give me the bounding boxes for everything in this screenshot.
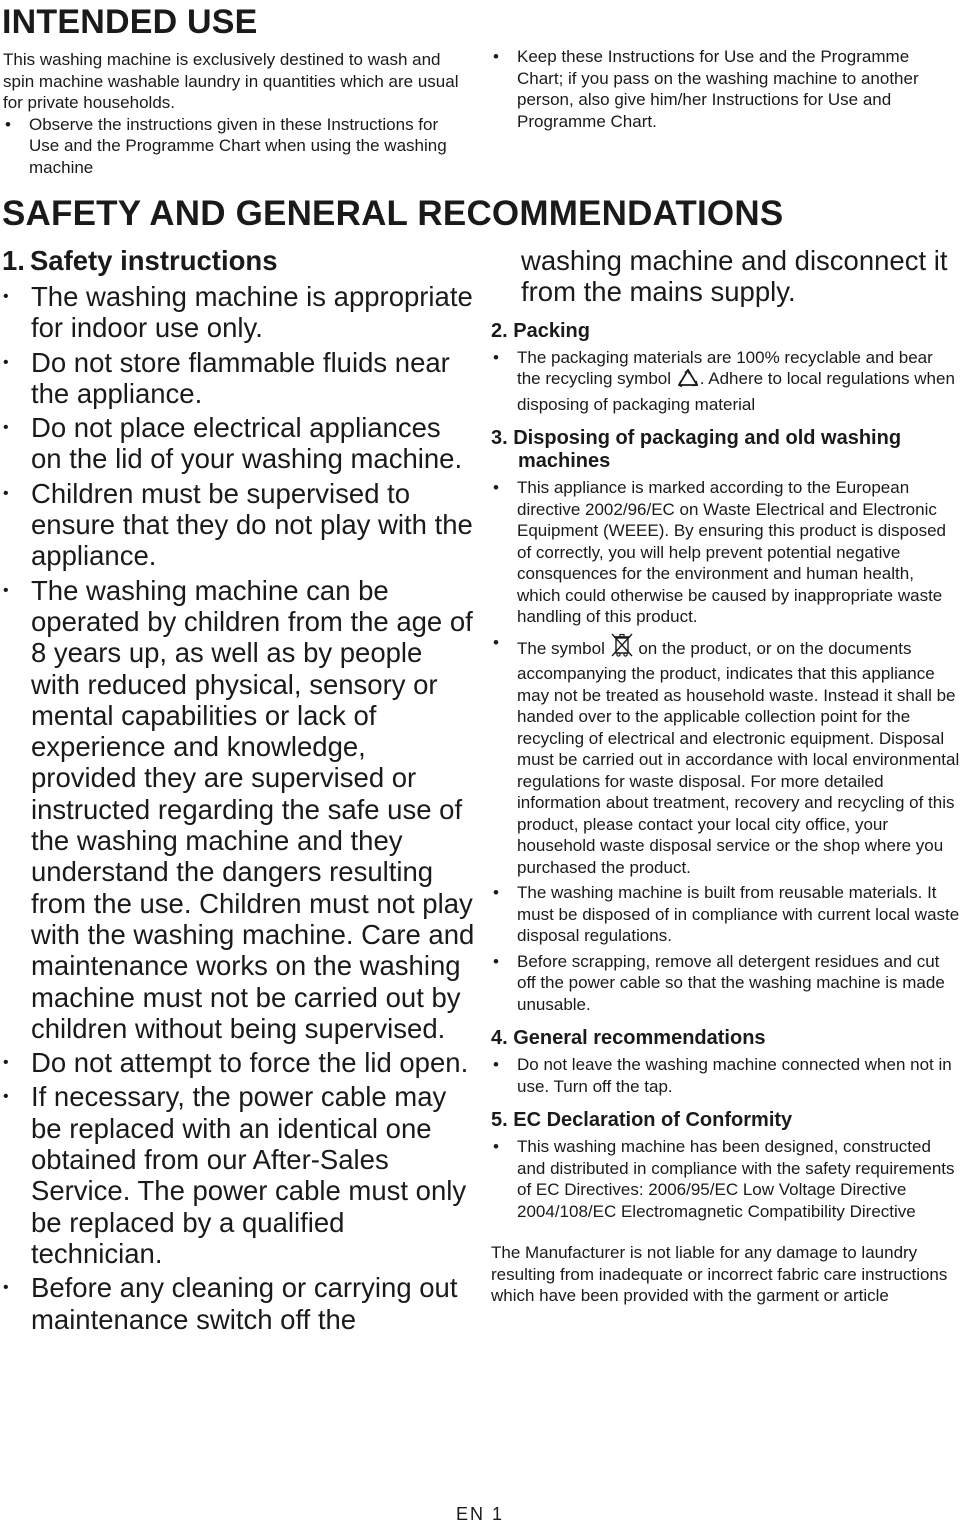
list-item-text: Do not attempt to force the lid open. bbox=[31, 1047, 469, 1079]
list-item-text: The washing machine can be operated by children from the age of 8 years up, as well as by people with reduced physical, sensory or mental capabilities or lack of experience and knowledge, provided they are supervised or instructed regarding the safe use of the washing machine and they understand the dangers resulting from the use. Children must not play with the washing machine. Care and maintenance works on the washing machine must not be carried out by children without being supervised. bbox=[31, 574, 475, 1044]
intended-use-bullet-text: Keep these Instructions for Use and the Programme Chart; if you pass on the washing machine to another person, also give him/her Instructions for Use and Programme Chart. bbox=[517, 47, 919, 131]
safety-instructions-column bbox=[2, 245, 476, 1335]
list-item-text: The symbol bbox=[517, 638, 605, 658]
intended-use-right-column bbox=[491, 46, 926, 132]
section-heading-disposing: 3. Disposing of packaging and old washing machines bbox=[491, 427, 902, 473]
list-item bbox=[2, 1047, 476, 1078]
recycling-symbol-icon bbox=[676, 368, 700, 394]
intended-use-bullet-text: Observe the instructions given in these Instructions for Use and the Programme Chart when using the washing machine bbox=[29, 114, 447, 177]
safety-title: SAFETY AND GENERAL RECOMMENDATIONS bbox=[2, 194, 784, 233]
list-item-text: Before any cleaning or carrying out maintenance switch off the bbox=[31, 1272, 458, 1335]
recommendations-column bbox=[491, 245, 960, 1307]
list-item-text: Do not store flammable fluids near the appliance. bbox=[31, 346, 450, 409]
section-heading-text: Safety instructions bbox=[29, 245, 278, 276]
crossed-out-wheelie-bin-icon bbox=[610, 632, 634, 664]
intended-use-title: INTENDED USE bbox=[2, 3, 258, 41]
manufacturer-note: The Manufacturer is not liable for any damage to laundry resulting from inadequate or incorrect fabric care instructions which have been provided with the garment or article bbox=[491, 1243, 948, 1306]
list-item bbox=[2, 1272, 476, 1335]
packing-item bbox=[491, 347, 960, 416]
intended-use-bullet-observe bbox=[3, 114, 471, 179]
list-item bbox=[2, 412, 476, 475]
section-heading-ec-declaration: 5. EC Declaration of Conformity bbox=[491, 1109, 793, 1132]
disposing-list bbox=[491, 477, 960, 1015]
page-footer: EN 1 bbox=[455, 1504, 505, 1524]
list-item-text: Children must be supervised to ensure that they do not play with the appliance. bbox=[31, 477, 473, 572]
list-item bbox=[491, 477, 960, 628]
list-item bbox=[2, 281, 476, 344]
section-heading-general: 4. General recommendations bbox=[491, 1027, 766, 1050]
list-item bbox=[2, 478, 476, 572]
section-heading-packing: 2. Packing bbox=[491, 319, 590, 342]
packing-text-after: . Adhere to local regulations when disposing of packaging material bbox=[517, 369, 955, 414]
packing-text-before: The packaging materials are 100% recyclable and bear the recycling symbol bbox=[517, 347, 933, 389]
list-item-text: The washing machine is appropriate for indoor use only. bbox=[31, 281, 473, 344]
list-item bbox=[491, 1136, 960, 1222]
intended-use-left-column bbox=[3, 49, 471, 178]
list-item-text: Before scrapping, remove all detergent residues and cut off the power cable so that the washing machine is made unusable. bbox=[517, 951, 945, 1014]
list-item-text: Do not leave the washing machine connected when not in use. Turn off the tap. bbox=[517, 1055, 952, 1096]
list-item-text: on the product, or on the documents accompanying the product, indicates that this appliance may not be treated as household waste. Instead it shall be handed over to the applicable collection point for the recycling of electrical and electronic equipment. Disposal must be carried out in accordance with local environmental regulations for waste disposal. For more detailed information about treatment, recovery and recycling of this product, please contact your local city office, your household waste disposal service or the shop where you purchased the product. bbox=[517, 638, 960, 877]
list-item-text: Do not place electrical appliances on the lid of your washing machine. bbox=[31, 412, 463, 475]
list-item-text: The washing machine is built from reusable materials. It must be disposed of in compliance with current local waste disposal regulations. bbox=[517, 883, 960, 946]
safety-section1-heading bbox=[2, 245, 476, 276]
intended-use-bullet-keep bbox=[491, 46, 926, 132]
list-item bbox=[491, 632, 960, 879]
ec-declaration-list bbox=[491, 1136, 960, 1222]
list-item bbox=[491, 1054, 960, 1097]
list-item bbox=[2, 575, 476, 1044]
general-list bbox=[491, 1054, 960, 1097]
safety-instructions-list bbox=[2, 281, 476, 1335]
list-item-text: This washing machine has been designed, constructed and distributed in compliance with the safety requirements of EC Directives: 2006/95/EC Low Voltage Directive 2004/108/EC Electromagnetic Compatibility Directive bbox=[517, 1137, 955, 1221]
list-item-text: If necessary, the power cable may be replaced with an identical one obtained from our After-Sales Service. The power cable must only be replaced by a qualified technician. bbox=[31, 1081, 467, 1269]
safety-continuation-text: washing machine and disconnect it from the mains supply. bbox=[521, 245, 948, 308]
list-item bbox=[491, 882, 960, 947]
list-item bbox=[2, 347, 476, 410]
list-item bbox=[491, 951, 960, 1016]
list-item-text: This appliance is marked according to the European directive 2002/96/EC on Waste Electrical and Electronic Equipment (WEEE). By ensuring this product is disposed of correctly, you will help prevent potential negative consquences for the environment and human health, which could otherwise be caused by inappropriate waste handling of this product. bbox=[517, 478, 946, 627]
section-number: 1. bbox=[2, 245, 25, 276]
intended-use-intro: This washing machine is exclusively destined to wash and spin machine washable laundry in quantities which are usual for private households. bbox=[3, 50, 459, 112]
list-item bbox=[2, 1081, 476, 1269]
